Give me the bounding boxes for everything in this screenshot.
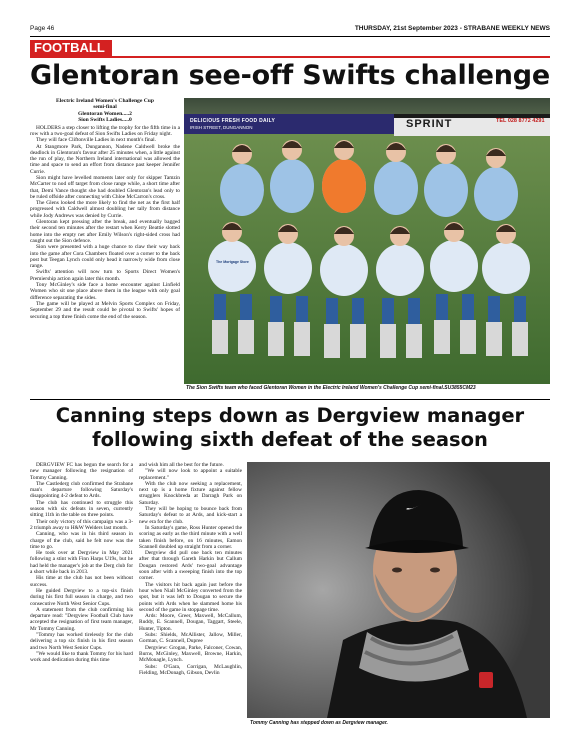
section-label: FOOTBALL xyxy=(30,40,112,56)
paragraph: The club has continued to struggle this season with six defeats in seven, currently sitting 11th in the table on three points. xyxy=(30,499,133,519)
paragraph: He guided Dergview to a top-six finish during his first full season in charge, and two consecutive North West Senior Cups. xyxy=(30,587,133,607)
shirt-sponsor: The Mortgage Store xyxy=(216,260,249,264)
article2-headline xyxy=(30,404,550,452)
ad-board-left-sub: IRISH STREET, DUNGANNON xyxy=(190,125,253,130)
nike-swoosh-icon xyxy=(405,502,423,512)
paragraph: The game will be played at Melvin Sports Complex on Friday, September 29 and the result could be pivotal to Swifts' hopes of securing a top three finish come the end of the season. xyxy=(30,300,180,320)
paragraph: Subs: O'Gara, Corrigan, McLaughlin, Fielding, McDonagh, Gibson, Devlin xyxy=(139,663,242,676)
paragraph: They will face Cliftonville Ladies in next month's final. xyxy=(36,137,156,144)
paragraph: Dergview did pull one back ten minutes after that through Gareth Harkin but Callum Dougan restored Ards' two-goal advantage soon after with a sweeping finish into the top corner. xyxy=(139,550,242,582)
paragraph: He took over at Dergview in May 2021 following a stint with Finn Harps U19s, but he had held the manager's job at the Derg club for a short while back in 2013. xyxy=(30,550,133,576)
manager-photo-caption: Tommy Canning has stepped down as Dergview manager. xyxy=(250,720,388,726)
paragraph: They will be hoping to bounce back from Saturday's defeat to at Ards, and kick-start a new era for the club. xyxy=(139,506,242,525)
paragraph: "Tommy has worked tirelessly for the club delivering a top six finish in his first season and two North West Senior Cups. xyxy=(30,632,133,651)
paragraph: Swifts' attention will now turn to Sports Direct Women's Premiership action again later this month. xyxy=(30,269,180,282)
article2-column-1 xyxy=(30,462,133,728)
paragraph: and wish him all the best for the future. xyxy=(139,462,224,468)
paragraph: The Castlederg club confirmed the Strabane man's departure following Saturday's disappointing 4-2 defeat to Ards. xyxy=(30,480,133,500)
kicker-line: Glentoran Women.....2 xyxy=(78,110,132,117)
paragraph: A statement from the club confirming his departure read: "Dergview Football Club have accepted the resignation of first team manager, Mr Tommy Canning. xyxy=(30,606,133,632)
kicker-line: semi-final xyxy=(93,104,117,111)
photo-caption: The Sion Swifts team who faced Glentoran Women in the Electric Ireland Women's Challenge Cup semi-final.SU3855CM23 xyxy=(186,385,476,391)
paragraph: Dergview: Grogan, Parke, Falconer, Cowan, Burns, McGinley, Maxwell, Browne, Harkin, McMonagle, Lynch. xyxy=(139,644,242,664)
headline-line: following sixth defeat of the season xyxy=(92,428,488,451)
paragraph: Subs: Shields, McAllister, Jallow, Miller, Gorman, C. Scannell, Dupree xyxy=(139,632,242,645)
paragraph: Ards: Moore, Greer, Maxwell, McCallum, Ruddy, E. Scannell, Dougan, Taggart, Steele, Hunter, Tipton. xyxy=(139,613,242,632)
paragraph: In Saturday's game, Ross Hunter opened the scoring as early as the third minute with a well taken finish before, on 16 minutes, Eamon Scannell doubled up straight from a corner. xyxy=(139,524,242,550)
page-number: Page 46 xyxy=(30,25,55,32)
paragraph: Sion might have levelled moments later only for skipper Tamzin McCarter to nod off target from close range while, a short time after that, Demi Vance thought she had doubled Glentoran's lead only to be ruled offside after connecting with Chloe McCarron's cross. xyxy=(30,175,180,200)
paragraph: HOLDERS a step closer to lifting the trophy for the fifth time in a row with a two-goal defeat of Sion Swifts Ladies on Friday night. xyxy=(30,124,180,137)
paragraph: Canning, who was in his third season in charge of the club, said he felt now was the time to go. xyxy=(30,531,133,550)
team-photo-illustration xyxy=(184,98,550,384)
issue-date-title: THURSDAY, 21st September 2023 - STRABANE WEEKLY NEWS xyxy=(354,25,550,32)
headline-line: Canning steps down as Dergview manager xyxy=(55,404,525,427)
article-divider xyxy=(30,399,550,400)
ad-board-left: DELICIOUS FRESH FOOD DAILY xyxy=(190,118,276,124)
paragraph: At Stangmore Park, Dungannon, Nadene Caldwell broke the deadlock in Glentoran's favour after 25 minutes when, a little against the run of play, the Northern Ireland international was allowed the time and space to send an effort from distance past keeper Jennifer Currie. xyxy=(30,143,180,175)
paragraph: With the club now seeking a replacement, next up is a home fixture against fellow strugglers Knockbreda at Darragh Park on Saturday. xyxy=(139,480,242,506)
paragraph: Glentoran kept pressing after the break, and eventually bagged their second ten minutes after the restart when Kerry Beattie slotted home into the empty net after Emily Wilson's right-sided cross had caught out the Sion defence. xyxy=(30,219,180,244)
page-header xyxy=(30,24,550,37)
kicker-line: Electric Ireland Women's Challenge Cup xyxy=(56,98,154,104)
team-photo xyxy=(184,98,550,384)
paragraph: The visitors hit back again just before the hour when Niall McGinley converted from the spot, but it was left to Dougan to secure the points with Ards when he slammed home his second of the game in stoppage time. xyxy=(139,581,242,613)
paragraph: Tony McGinley's side face a home encounter against Linfield Women who sit one place above them in the league with only goal difference separating the sides. xyxy=(30,282,180,301)
paragraph: His time at the club has not been without success. xyxy=(30,575,133,588)
paragraph: "We will now look to appoint a suitable replacement." xyxy=(139,468,242,481)
article1-kicker xyxy=(30,98,180,124)
article2-column-2 xyxy=(139,462,242,728)
manager-photo-illustration xyxy=(247,462,550,718)
kicker-line: Sion Swifts Ladies.....0 xyxy=(78,117,132,124)
paragraph: The Glens looked the more likely to find the net as the first half progressed with Caldwell almost doubling her tally from distance while Jody Andrews was denied by Currie. xyxy=(30,200,180,219)
article1-headline: Glentoran see-off Swifts challenge xyxy=(30,60,551,91)
paragraph: "We would like to thank Tommy for his hard work and dedication during this time xyxy=(30,650,133,664)
paragraph: DERGVIEW FC has begun the search for a new manager following the resignation of Tommy Canning. xyxy=(30,462,133,481)
ad-board-right-tel: TEL 028 8772 4291 xyxy=(496,118,545,124)
article1-body xyxy=(30,98,180,388)
ad-board-right-brand: SPRINT xyxy=(406,118,453,130)
paragraph: Sion were presented with a huge chance to claw their way back into the game after Cora Chambers floated over a corner to the back post but Teegan Lynch could only head it narrowly wide from close range. xyxy=(30,244,180,270)
paragraph: Their only victory of this campaign was a 3-2 triumph away to H&W Welders last month. xyxy=(30,518,133,531)
manager-photo xyxy=(247,462,550,718)
